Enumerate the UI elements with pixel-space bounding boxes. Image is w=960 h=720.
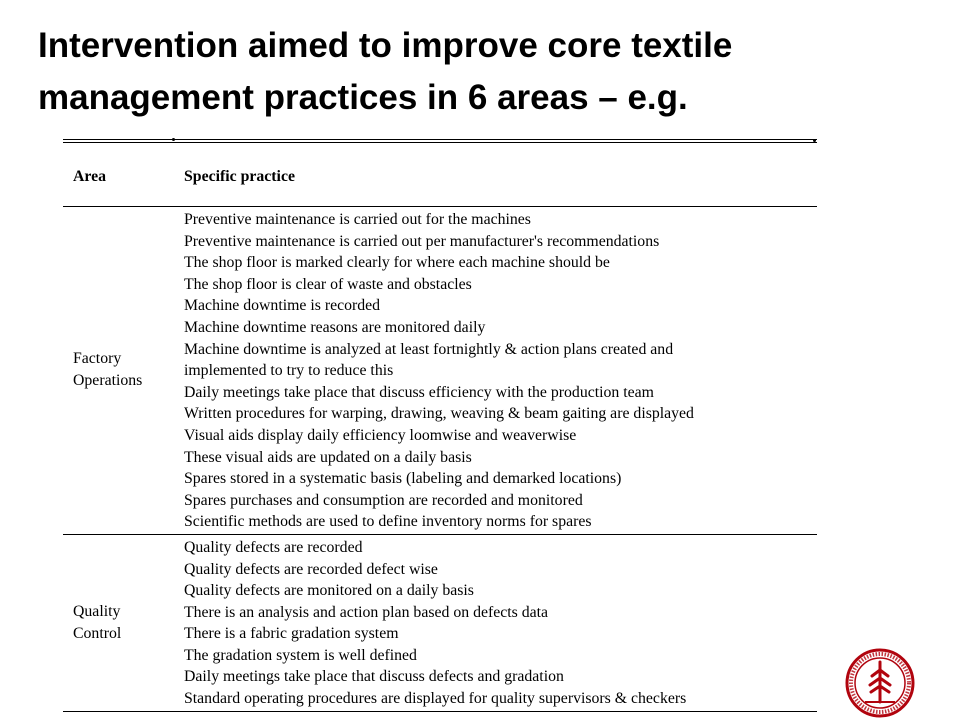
area-cell [73,207,173,534]
practices-table [63,148,817,712]
top-rule-double [63,142,817,143]
practice-item: Machine downtime is recorded [184,297,381,315]
scan-dot [172,138,175,141]
practice-item: The gradation system is well defined [184,646,417,664]
area-label: Factory [73,350,122,368]
practice-item: Standard operating procedures are displayed for quality supervisors & checkers [184,690,687,708]
practice-list [184,535,817,711]
practice-item: Daily meetings take place that discuss efficiency with the production team [184,383,654,401]
practice-item: Spares purchases and consumption are recorded and monitored [184,491,583,509]
practice-item: Quality defects are monitored on a daily basis [184,582,474,600]
header-practice: Specific practice [184,168,295,185]
top-rule [63,139,817,140]
practice-item: Preventive maintenance is carried out for the machines [184,211,531,228]
practice-item: Machine downtime reasons are monitored daily [184,318,486,336]
practice-item: Quality defects are recorded [184,538,363,556]
practice-item: Daily meetings take place that discuss defects and gradation [184,668,564,686]
title-line-1: Intervention aimed to improve core textile [38,26,733,65]
practice-item: Spares stored in a systematic basis (labeling and demarked locations) [184,470,622,488]
area-cell [73,535,173,711]
scan-dot [813,139,816,142]
table-group [63,207,817,535]
practice-item: Written procedures for warping, drawing, weaving & beam gaiting are displayed [184,405,694,423]
practice-item: Scientific methods are used to define inventory norms for spares [184,513,592,531]
practice-item: There is an analysis and action plan based on defects data [184,603,549,621]
practice-item: The shop floor is clear of waste and obstacles [184,275,472,293]
practice-item: The shop floor is marked clearly for where each machine should be [184,254,610,272]
practice-item: implemented to try to reduce this [184,362,394,380]
practice-item: Visual aids display daily efficiency loomwise and weaverwise [184,426,577,444]
university-seal-icon [845,648,915,718]
header-area: Area [73,168,107,185]
practice-list [184,207,817,534]
table-body [63,207,817,712]
table-header [63,148,817,207]
area-label: Quality [73,602,121,620]
table-group [63,535,817,712]
area-label: Control [73,624,122,642]
area-label: Operations [73,372,143,390]
practice-item: These visual aids are updated on a daily basis [184,448,472,466]
practice-item: There is a fabric gradation system [184,625,399,643]
slide-title [38,20,938,124]
title-line-2: management practices in 6 areas – e.g. [38,78,688,117]
practice-item: Machine downtime is analyzed at least fortnightly & action plans created and [184,340,674,358]
practice-item: Quality defects are recorded defect wise [184,560,438,578]
practice-item: Preventive maintenance is carried out per manufacturer's recommendations [184,232,660,250]
